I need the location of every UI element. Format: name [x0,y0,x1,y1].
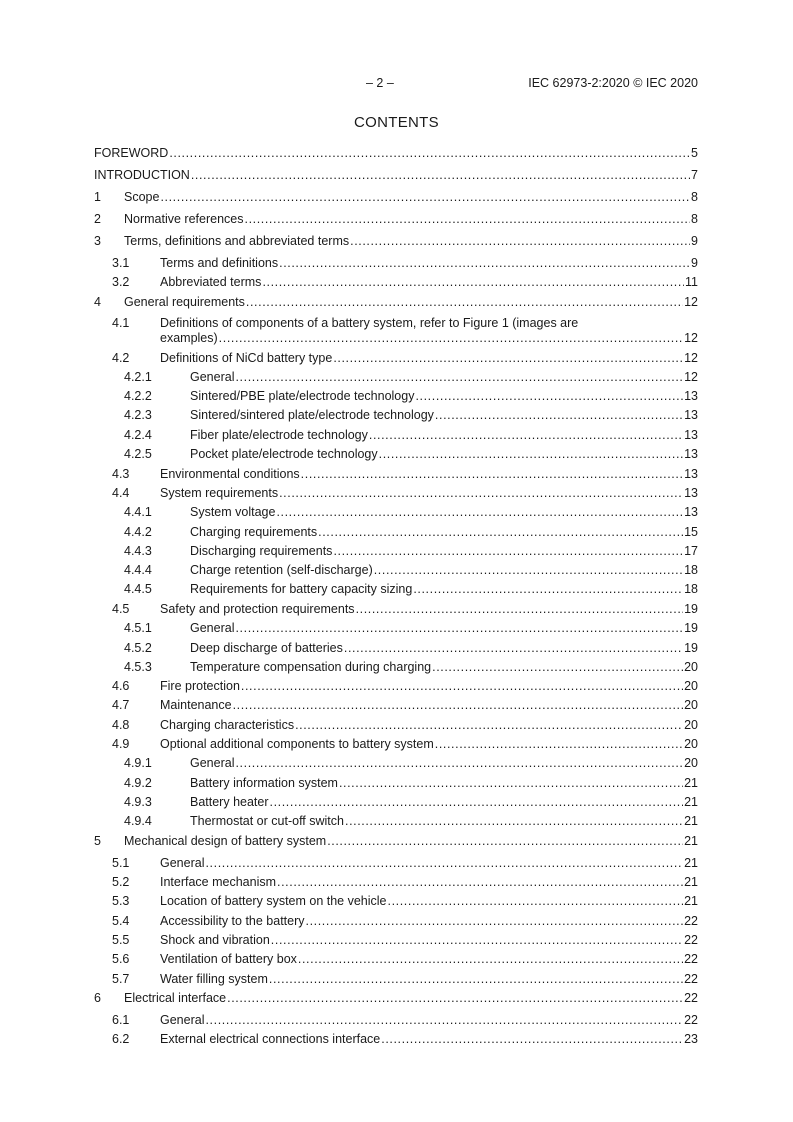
toc-entry-title: General [190,756,235,770]
toc-entry-number: 4.5.3 [124,660,152,674]
toc-entry[interactable] [94,190,698,205]
toc-leader-dots [301,467,683,482]
toc-entry-number: 4 [94,295,101,309]
toc-entry-page: 20 [684,756,698,770]
toc-entry[interactable] [94,212,698,227]
toc-leader-dots [435,408,683,423]
toc-leader-dots [262,275,684,290]
toc-entry[interactable] [94,698,698,713]
toc-entry[interactable] [94,894,698,909]
toc-entry-number: 4.9 [112,737,130,751]
toc-entry[interactable] [94,1032,698,1047]
toc-leader-dots [345,814,683,829]
toc-entry-title: Definitions of NiCd battery type [160,351,333,365]
toc-entry-title: Requirements for battery capacity sizing [190,582,413,596]
toc-entry[interactable] [94,168,698,183]
toc-leader-dots [235,370,683,385]
toc-entry-title: Electrical interface [124,991,227,1005]
toc-entry-title: General [190,621,235,635]
toc-entry-page: 12 [684,331,698,345]
toc-entry-number: 4.7 [112,698,130,712]
toc-leader-dots [298,952,683,967]
toc-entry-number: 3.2 [112,275,130,289]
toc-leader-dots [233,698,684,713]
toc-leader-dots [277,875,683,890]
toc-entry-number: 4.2.2 [124,389,152,403]
toc-entry[interactable] [94,972,698,987]
toc-entry-page: 13 [684,505,698,519]
toc-leader-dots [333,544,683,559]
toc-entry-number: 4.4.4 [124,563,152,577]
toc-leader-dots [333,351,683,366]
toc-leader-dots [269,972,683,987]
toc-entry-number: 6.2 [112,1032,130,1046]
toc-entry-number: 4.2.1 [124,370,152,384]
toc-entry-number: 4.6 [112,679,130,693]
toc-leader-dots [205,1013,683,1028]
toc-entry-page: 22 [684,991,698,1005]
toc-leader-dots [432,660,683,675]
toc-entry[interactable] [94,814,698,829]
toc-entry-number: 4.5.2 [124,641,152,655]
toc-leader-dots [205,856,683,871]
toc-entry-title: Safety and protection requirements [160,602,355,616]
toc-entry-title: Fiber plate/electrode technology [190,428,368,442]
toc-entry-number: 4.8 [112,718,130,732]
toc-entry-title: Normative references [124,212,244,226]
toc-entry[interactable] [94,467,698,482]
toc-entry-title: General [160,856,205,870]
toc-leader-dots [381,1032,683,1047]
toc-entry[interactable] [94,602,698,617]
toc-entry[interactable] [94,447,698,462]
toc-entry[interactable] [94,428,698,443]
toc-entry-page: 21 [684,856,698,870]
toc-entry[interactable] [94,370,698,385]
toc-entry-number: 4.5 [112,602,130,616]
toc-entry-page: 22 [684,914,698,928]
toc-leader-dots [219,331,683,346]
toc-entry-page: 12 [684,351,698,365]
toc-entry[interactable] [94,660,698,675]
toc-entry[interactable] [94,834,698,849]
toc-entry-number: 4.5.1 [124,621,152,635]
toc-leader-dots [276,505,683,520]
toc-entry[interactable] [94,389,698,404]
toc-entry-title: Water filling system [160,972,268,986]
toc-entry[interactable] [94,1013,698,1028]
toc-entry[interactable] [94,856,698,871]
toc-entry-title: Temperature compensation during charging [190,660,432,674]
toc-entry-number: 3.1 [112,256,130,270]
toc-entry[interactable] [94,875,698,890]
toc-entry[interactable] [94,563,698,578]
page-header [94,76,698,92]
toc-leader-dots [350,234,690,249]
toc-entry-title: Environmental conditions [160,467,300,481]
toc-leader-dots [271,933,683,948]
toc-entry[interactable] [94,621,698,636]
toc-leader-dots [413,582,683,597]
toc-entry-page: 20 [684,718,698,732]
toc-entry-title: Accessibility to the battery [160,914,305,928]
toc-entry-page: 13 [684,447,698,461]
toc-entry-number: 5.1 [112,856,130,870]
toc-leader-dots [379,447,683,462]
toc-entry[interactable] [94,582,698,597]
toc-entry-page: 13 [684,408,698,422]
contents-title: CONTENTS [354,114,439,131]
toc-entry[interactable] [94,146,698,161]
toc-entry-page: 5 [691,146,698,160]
toc-leader-dots [339,776,683,791]
toc-entry[interactable] [94,316,698,346]
toc-leader-dots [191,168,690,183]
toc-entry[interactable] [94,234,698,249]
toc-entry-page: 12 [684,295,698,309]
toc-entry-page: 19 [684,602,698,616]
toc-entry-title: Charging characteristics [160,718,295,732]
toc-entry-number: 5.6 [112,952,130,966]
toc-entry-number: 2 [94,212,101,226]
toc-entry[interactable] [94,795,698,810]
toc-entry-page: 18 [684,582,698,596]
toc-entry-title: Mechanical design of battery system [124,834,327,848]
toc-leader-dots [279,256,690,271]
toc-entry-page: 13 [684,467,698,481]
toc-leader-dots [327,834,683,849]
toc-entry-title: Optional additional components to battery system [160,737,434,751]
toc-entry-page: 23 [684,1032,698,1046]
toc-entry-page: 22 [684,952,698,966]
toc-entry-page: 22 [684,1013,698,1027]
toc-entry-title: Thermostat or cut-off switch [190,814,344,828]
toc-entry-number: 5.4 [112,914,130,928]
toc-entry-page: 19 [684,641,698,655]
document-reference: IEC 62973-2:2020 © IEC 2020 [528,76,698,90]
toc-entry-title: Terms, definitions and abbreviated terms [124,234,350,248]
toc-entry-title: Battery heater [190,795,269,809]
toc-entry-page: 13 [684,486,698,500]
toc-leader-dots [270,795,684,810]
toc-entry-title: External electrical connections interface [160,1032,381,1046]
toc-entry[interactable] [94,776,698,791]
toc-leader-dots [318,525,683,540]
toc-entry[interactable] [94,756,698,771]
toc-leader-dots [306,914,684,929]
toc-entry-number: 4.4 [112,486,130,500]
toc-entry-title: Maintenance [160,698,232,712]
toc-entry-page: 21 [684,875,698,889]
toc-entry-title: Definitions of components of a battery system, refer to Figure 1 (images are [160,316,579,330]
toc-entry-page: 20 [684,679,698,693]
toc-entry-number: 4.9.1 [124,756,152,770]
toc-entry[interactable] [94,408,698,423]
toc-entry[interactable] [94,486,698,501]
toc-leader-dots [235,621,683,636]
toc-entry-number: 5 [94,834,101,848]
toc-leader-dots [235,756,683,771]
toc-entry[interactable] [94,679,698,694]
toc-entry-page: 12 [684,370,698,384]
toc-entry-page: 21 [684,795,698,809]
toc-entry[interactable] [94,505,698,520]
toc-entry-page: 8 [691,212,698,226]
toc-entry-number: 4.3 [112,467,130,481]
toc-entry-number: 4.9.4 [124,814,152,828]
toc-entry-title: Battery information system [190,776,338,790]
toc-entry[interactable] [94,991,698,1006]
toc-entry-title: Sintered/sintered plate/electrode technology [190,408,434,422]
toc-entry-title: FOREWORD [94,146,169,160]
page-number: – 2 – [366,76,394,90]
toc-entry-number: 5.5 [112,933,130,947]
toc-entry-title-continued: examples) [160,331,218,345]
toc-entry-page: 9 [691,234,698,248]
toc-leader-dots [435,737,683,752]
toc-entry[interactable] [94,914,698,929]
toc-entry-title: General [190,370,235,384]
toc-entry-page: 19 [684,621,698,635]
toc-entry-number: 4.2 [112,351,130,365]
toc-entry-page: 13 [684,428,698,442]
toc-entry-number: 4.2.5 [124,447,152,461]
toc-leader-dots [356,602,684,617]
toc-entry[interactable] [94,933,698,948]
toc-entry[interactable] [94,275,698,290]
toc-entry-page: 9 [691,256,698,270]
toc-entry-number: 4.4.5 [124,582,152,596]
toc-leader-dots [374,563,683,578]
toc-leader-dots [169,146,690,161]
toc-leader-dots [388,894,684,909]
toc-leader-dots [245,212,691,227]
toc-leader-dots [279,486,683,501]
toc-entry-page: 20 [684,737,698,751]
toc-entry-page: 15 [684,525,698,539]
toc-entry-number: 5.2 [112,875,130,889]
toc-leader-dots [369,428,683,443]
toc-entry[interactable] [94,952,698,967]
toc-entry-number: 4.9.2 [124,776,152,790]
toc-entry-page: 13 [684,389,698,403]
toc-entry[interactable] [94,295,698,310]
toc-entry-page: 21 [684,776,698,790]
toc-entry[interactable] [94,737,698,752]
toc-entry-title: Discharging requirements [190,544,333,558]
toc-entry-title: Terms and definitions [160,256,279,270]
toc-entry-number: 4.4.1 [124,505,152,519]
toc-entry-number: 4.2.3 [124,408,152,422]
toc-entry-number: 5.7 [112,972,130,986]
toc-entry[interactable] [94,351,698,366]
toc-entry-title: Scope [124,190,160,204]
toc-entry-page: 17 [684,544,698,558]
toc-entry-title: System requirements [160,486,279,500]
toc-entry-page: 8 [691,190,698,204]
toc-leader-dots [241,679,683,694]
toc-entry[interactable] [94,544,698,559]
toc-leader-dots [246,295,683,310]
toc-leader-dots [160,190,690,205]
toc-entry[interactable] [94,256,698,271]
toc-entry-title: INTRODUCTION [94,168,190,182]
toc-entry-number: 4.9.3 [124,795,152,809]
toc-entry-page: 7 [691,168,698,182]
toc-entry-number: 4.4.3 [124,544,152,558]
toc-entry-number: 6.1 [112,1013,130,1027]
toc-leader-dots [227,991,683,1006]
toc-leader-dots [344,641,683,656]
toc-entry-page: 22 [684,972,698,986]
toc-entry[interactable] [94,641,698,656]
toc-entry[interactable] [94,525,698,540]
toc-entry[interactable] [94,718,698,733]
toc-entry-number: 4.1 [112,316,130,330]
toc-entry-title: Charging requirements [190,525,318,539]
toc-entry-page: 21 [684,814,698,828]
toc-entry-page: 20 [684,698,698,712]
toc-entry-title: Charge retention (self-discharge) [190,563,373,577]
toc-entry-page: 11 [685,275,698,289]
toc-entry-title: Location of battery system on the vehicle [160,894,387,908]
toc-entry-title: Shock and vibration [160,933,270,947]
toc-leader-dots [415,389,683,404]
toc-entry-title: System voltage [190,505,276,519]
toc-entry-title: Fire protection [160,679,240,693]
toc-entry-page: 22 [684,933,698,947]
toc-leader-dots [295,718,683,733]
toc-entry-title: Interface mechanism [160,875,277,889]
toc-entry-page: 21 [684,834,698,848]
toc-entry-number: 1 [94,190,101,204]
toc-entry-page: 20 [684,660,698,674]
toc-entry-title: Abbreviated terms [160,275,262,289]
toc-entry-number: 3 [94,234,101,248]
toc-entry-title: General [160,1013,205,1027]
toc-entry-title: Sintered/PBE plate/electrode technology [190,389,415,403]
toc-entry-number: 4.2.4 [124,428,152,442]
toc-entry-title: Ventilation of battery box [160,952,297,966]
toc-entry-title: General requirements [124,295,245,309]
toc-entry-title: Pocket plate/electrode technology [190,447,378,461]
toc-entry-page: 21 [684,894,698,908]
toc-entry-number: 6 [94,991,101,1005]
toc-entry-title: Deep discharge of batteries [190,641,343,655]
toc-entry-page: 18 [684,563,698,577]
toc-entry-number: 5.3 [112,894,130,908]
toc-entry-number: 4.4.2 [124,525,152,539]
